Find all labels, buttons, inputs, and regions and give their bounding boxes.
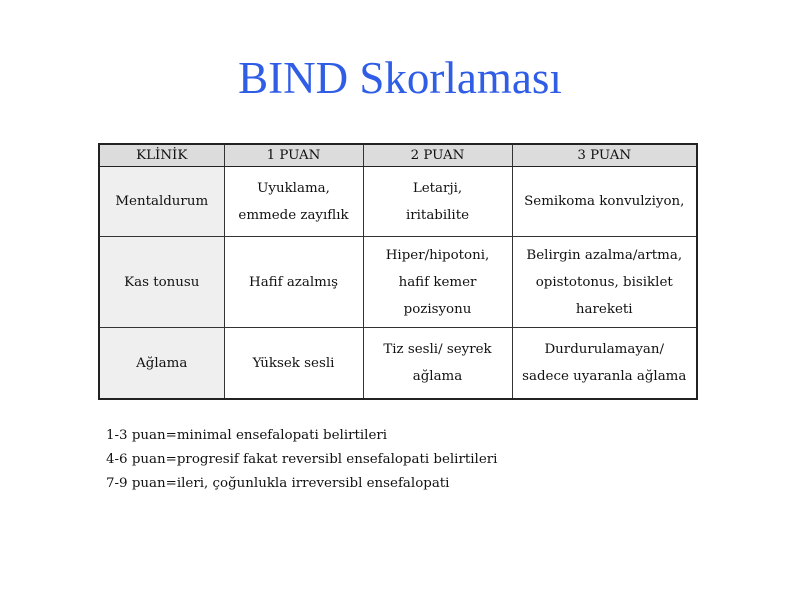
cell-3-puan xyxy=(512,328,697,400)
cell-line: hafif kemer xyxy=(398,274,477,290)
cell-line: hareketi xyxy=(575,301,633,317)
cell-1-puan xyxy=(224,167,363,237)
cell-line: Semikoma konvulziyon, xyxy=(524,194,685,209)
table-header-row xyxy=(99,144,697,167)
row-label: Kas tonusu xyxy=(99,237,224,328)
cell-2-puan xyxy=(363,167,512,237)
cell-2-puan xyxy=(363,237,512,328)
cell-line: Letarji, xyxy=(412,180,463,196)
cell-1-puan xyxy=(224,237,363,328)
table-row xyxy=(99,328,697,400)
cell-line: Durdurulamayan/ xyxy=(544,342,665,357)
cell-2-puan xyxy=(363,328,512,400)
row-label: Mentaldurum xyxy=(99,167,224,237)
cell-line: Uyuklama, xyxy=(257,180,330,196)
cell-3-puan xyxy=(512,237,697,328)
score-notes xyxy=(106,424,497,496)
row-label: Ağlama xyxy=(99,328,224,400)
cell-line: Hafif azalmış xyxy=(249,274,338,290)
cell-line: pozisyonu xyxy=(403,301,472,317)
cell-line: opistotonus, bisiklet xyxy=(535,274,673,290)
header-3-puan: 3 PUAN xyxy=(512,144,697,167)
cell-line: ağlama xyxy=(412,369,463,384)
cell-line: Belirgin azalma/artma, xyxy=(526,247,683,263)
cell-line: emmede zayıflık xyxy=(238,207,349,223)
cell-line: Yüksek sesli xyxy=(252,355,335,371)
header-1-puan: 1 PUAN xyxy=(224,144,363,167)
table-row xyxy=(99,167,697,237)
note-line: 7-9 puan=ileri, çoğunlukla irreversibl ensefalopati xyxy=(106,476,450,491)
cell-line: iritabilite xyxy=(405,207,470,223)
table-row xyxy=(99,237,697,328)
cell-3-puan xyxy=(512,167,697,237)
cell-line: sadece uyaranla ağlama xyxy=(522,369,687,384)
bind-score-table xyxy=(98,143,698,400)
cell-line: Hiper/hipotoni, xyxy=(385,247,490,263)
cell-1-puan xyxy=(224,328,363,400)
note-line: 1-3 puan=minimal ensefalopati belirtileri xyxy=(106,428,388,443)
cell-line: Tiz sesli/ seyrek xyxy=(383,342,492,357)
header-2-puan: 2 PUAN xyxy=(363,144,512,167)
header-klinik: KLİNİK xyxy=(99,144,224,167)
note-line: 4-6 puan=progresif fakat reversibl ensefalopati belirtileri xyxy=(106,452,498,467)
page-title: BIND Skorlaması xyxy=(238,53,562,103)
